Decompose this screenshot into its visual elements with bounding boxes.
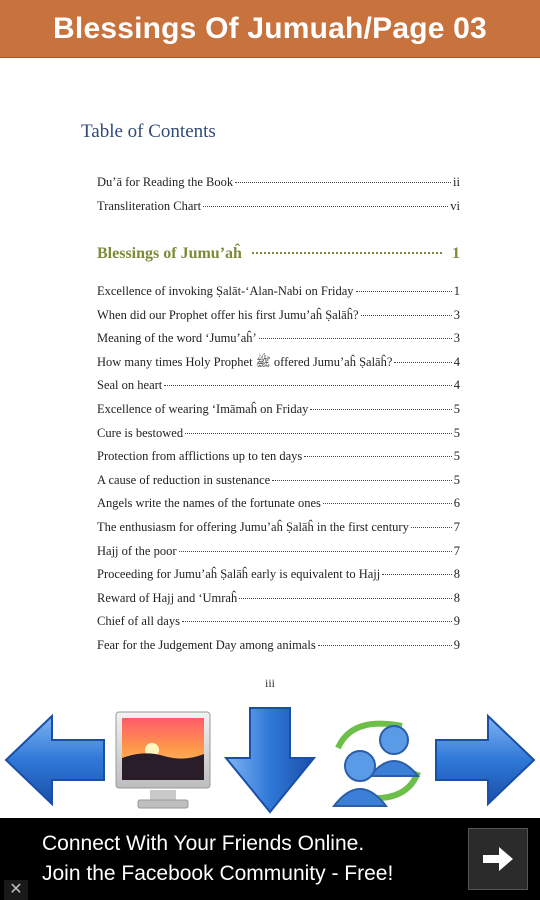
dot-leader [356, 291, 452, 292]
toc-entry-page: 5 [453, 402, 460, 416]
dot-leader [164, 385, 451, 386]
page-number: iii [264, 676, 275, 690]
dot-leader [179, 551, 452, 552]
toc-entry-title: Protection from afflictions up to ten days [97, 449, 303, 464]
dot-leader [235, 182, 451, 183]
toc-heading: Table of Contents [81, 121, 216, 142]
title-bar [0, 0, 540, 58]
toc-entry-title: Proceeding for Jumu’aĥ Ṣalāĥ early is equivalent to Hajj [97, 567, 381, 582]
share-button[interactable] [322, 702, 434, 818]
toc-entry[interactable] [97, 378, 460, 393]
dot-leader [361, 315, 452, 316]
toc-entry[interactable] [97, 473, 460, 488]
dot-leader [259, 338, 452, 339]
wallpaper-button[interactable] [114, 702, 212, 818]
toc-entry-title: Transliteration Chart [97, 198, 202, 213]
document-page[interactable] [0, 58, 540, 702]
toc-entry-page: 9 [453, 614, 460, 629]
download-button[interactable] [222, 702, 318, 818]
toc-entry-page: ii [453, 175, 460, 189]
ad-banner[interactable] [0, 818, 540, 900]
dot-leader [239, 598, 452, 599]
toc-entry[interactable] [97, 199, 460, 214]
bottom-toolbar [0, 702, 540, 818]
dot-leader [203, 206, 448, 207]
toc-entry-page: 6 [453, 496, 460, 511]
toc-entry-title: How many times Holy Prophet ﷺ offered Jumu’aĥ Ṣalāĥ? [97, 354, 393, 369]
toc-entry[interactable] [97, 638, 460, 653]
toc-entry-title: Du’ā for Reading the Book [97, 175, 234, 189]
next-page-button[interactable] [432, 702, 538, 818]
toc-entry[interactable] [97, 331, 460, 346]
close-icon[interactable]: ✕ [4, 880, 28, 900]
dot-leader [182, 621, 452, 622]
toc-entry-title: Seal on heart [97, 378, 163, 393]
page-title: Blessings Of Jumuah/Page 03 [53, 11, 487, 45]
toc-entry-title: Meaning of the word ‘Jumu’aĥ’ [97, 331, 257, 346]
toc-entry-page: 5 [453, 425, 460, 440]
dot-leader [394, 362, 451, 363]
toc-entry[interactable] [97, 426, 460, 441]
toc-entry-page: 4 [453, 378, 460, 393]
toc-entry[interactable] [97, 355, 460, 373]
dot-leader [185, 433, 452, 434]
toc-entry[interactable] [97, 614, 460, 629]
dot-leader [252, 252, 442, 254]
toc-entry-title: Fear for the Judgement Day among animals [97, 638, 316, 652]
dot-leader [382, 574, 451, 575]
toc-entry-page: 8 [453, 590, 460, 605]
ad-headline: Connect With Your Friends Online. [42, 832, 365, 855]
toc-entry[interactable] [97, 544, 460, 559]
toc-entry-title: Chief of all days [97, 614, 180, 629]
arrow-right-icon [469, 829, 527, 889]
toc-entry-page: 8 [453, 567, 460, 582]
toc-entry[interactable] [97, 496, 460, 511]
toc-entry-title: When did our Prophet offer his first Jumu’aĥ Ṣalāĥ? [97, 307, 359, 322]
toc-entry[interactable] [97, 308, 460, 323]
toc-entry-page: vi [450, 198, 460, 213]
toc-entry[interactable] [97, 175, 460, 190]
toc-entry-page: 7 [453, 520, 460, 534]
toc-entry[interactable] [97, 567, 460, 582]
toc-entry[interactable] [97, 591, 460, 606]
arrow-down-icon [222, 702, 318, 818]
ad-subline: Join the Facebook Community - Free! [42, 862, 394, 885]
toc-entry[interactable] [97, 520, 460, 535]
toc-entry-title: Reward of Hajj and ‘Umraĥ [97, 590, 238, 605]
arrow-left-icon [2, 702, 108, 818]
arrow-right-icon [432, 702, 538, 818]
toc-entry-page: 7 [453, 543, 460, 558]
toc-entry-title: A cause of reduction in sustenance [97, 472, 271, 487]
toc-entry-page: 3 [453, 331, 460, 346]
dot-leader [323, 503, 452, 504]
toc-entry-title: Hajj of the poor [97, 543, 177, 558]
toc-entry[interactable] [97, 449, 460, 464]
toc-entry-page: 5 [453, 472, 460, 487]
ad-go-button[interactable] [468, 828, 528, 890]
toc-entry[interactable] [97, 284, 460, 299]
toc-entry-title: Angels write the names of the fortunate ones [97, 496, 321, 511]
dot-leader [272, 480, 452, 481]
toc-entry-page: 3 [453, 307, 460, 322]
toc-entry[interactable] [97, 402, 460, 417]
toc-entry-title: Excellence of invoking Ṣalāt-‘Alan-Nabi on Friday [97, 284, 354, 298]
section-page: 1 [452, 245, 460, 262]
toc-entry-page: 1 [453, 284, 460, 298]
toc-entry-title: Cure is bestowed [97, 425, 184, 440]
toc-entry-page: 5 [453, 449, 460, 464]
toc-entry-page: 9 [453, 638, 460, 652]
dot-leader [310, 409, 451, 410]
dot-leader [318, 645, 452, 646]
monitor-sunset-icon [114, 702, 212, 818]
toc-entry-title: The enthusiasm for offering Jumu’aĥ Ṣalāĥ in the first century [97, 520, 409, 534]
dot-leader [304, 456, 451, 457]
dot-leader [411, 527, 452, 528]
previous-page-button[interactable] [2, 702, 108, 818]
users-sync-icon [322, 702, 434, 818]
toc-entry-page: 4 [453, 354, 460, 369]
toc-entry-title: Excellence of wearing ‘Imāmaĥ on Friday [97, 402, 309, 416]
section-title: Blessings of Jumu’aĥ [97, 245, 242, 262]
toc-section-heading[interactable] [97, 245, 460, 263]
